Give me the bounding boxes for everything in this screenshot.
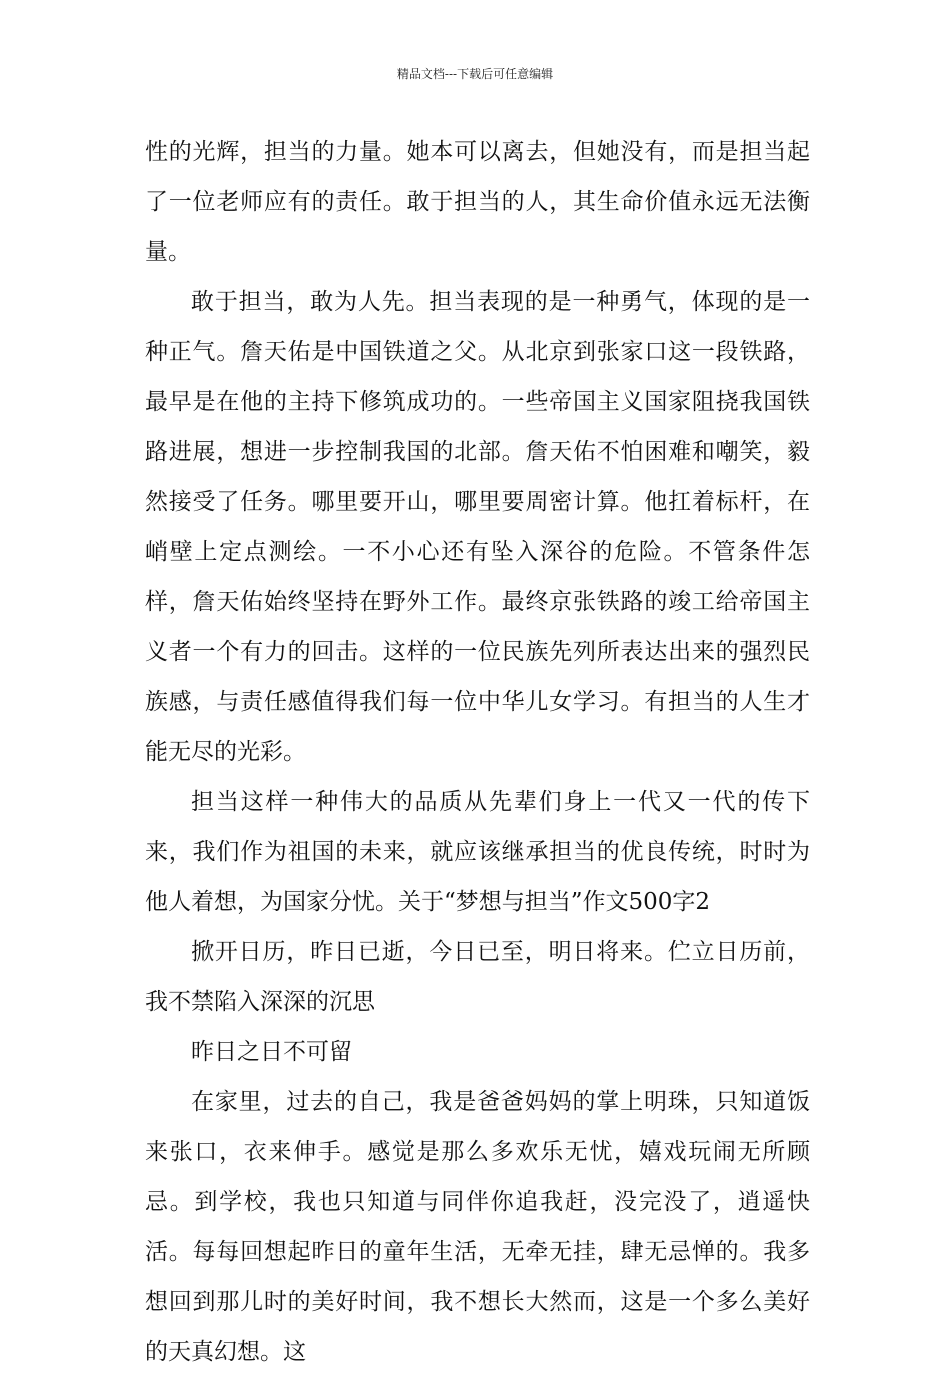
section-heading: 昨日之日不可留	[191, 1039, 352, 1065]
document-body	[145, 127, 810, 1377]
page-header: 精品文档---下载后可任意编辑	[396, 67, 554, 81]
paragraph: 在家里，过去的自己，我是爸爸妈妈的掌上明珠，只知道饭来张口，衣来伸手。感觉是那么多欢乐无忧，嬉戏玩闹无所顾忌。到学校，我也只知道与同伴你追我赶，没完没了，逍遥快活。每每回想起昨日的童年生活，无牵无挂，肆无忌惮的。我多想回到那儿时的美好时间，我不想长大然而，这是一个多么美好的天真幻想。这	[145, 1089, 810, 1365]
paragraph: 敢于担当，敢为人先。担当表现的是一种勇气，体现的是一种正气。詹天佑是中国铁道之父。从北京到张家口这一段铁路，最早是在他的主持下修筑成功的。一些帝国主义国家阻挠我国铁路进展，想进一步控制我国的北部。詹天佑不怕困难和嘲笑，毅然接受了任务。哪里要开山，哪里要周密计算。他扛着标杆，在峭壁上定点测绘。一不小心还有坠入深谷的危险。不管条件怎样，詹天佑始终坚持在野外工作。最终京张铁路的竣工给帝国主义者一个有力的回击。这样的一位民族先列所表达出来的强烈民族感，与责任感值得我们每一位中华儿女学习。有担当的人生才能无尽的光彩。	[145, 289, 810, 765]
paragraph: 担当这样一种伟大的品质从先辈们身上一代又一代的传下来，我们作为祖国的未来，就应该继承担当的优良传统，时时为他人着想，为国家分忧。关于“梦想与担当”作文500字2	[145, 789, 810, 915]
paragraph: 掀开日历，昨日已逝，今日已至，明日将来。伫立日历前，我不禁陷入深深的沉思	[145, 939, 810, 1015]
paragraph: 性的光辉，担当的力量。她本可以离去，但她没有，而是担当起了一位老师应有的责任。敢于担当的人，其生命价值永远无法衡量。	[145, 139, 810, 265]
